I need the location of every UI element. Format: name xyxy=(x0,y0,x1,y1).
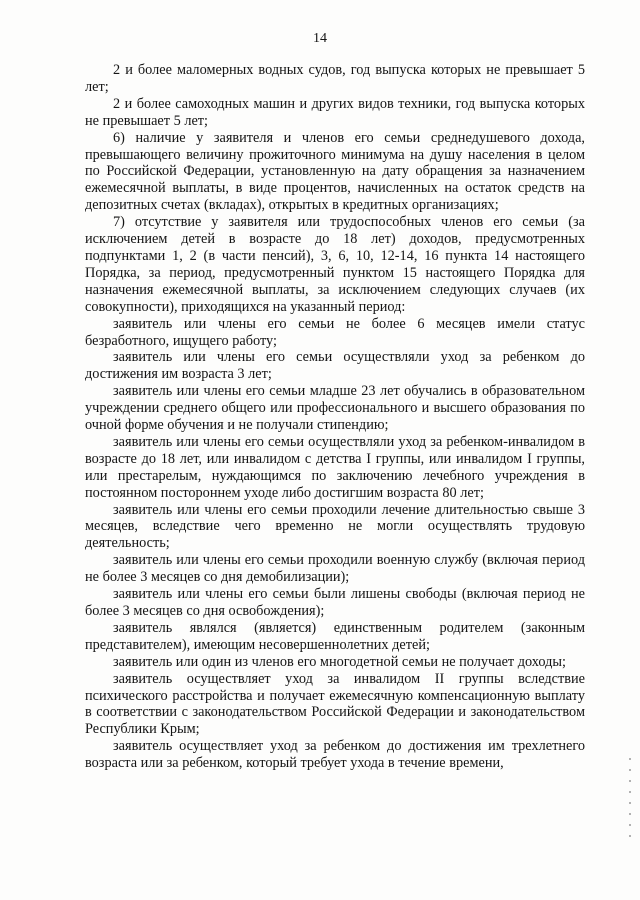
document-body xyxy=(85,62,585,772)
paragraph-4: 7) отсутствие у заявителя или трудоспособных членов его семьи (за исключением детей в возрасте до 18 лет) доходов, предусмотренных подпунктами 1, 2 (в части пенсий), 3, 6, 10, 12-14, 16 пункта 14 настоящего Порядка, за период, предусмотренный пунктом 15 настоящего Порядка для назначения ежемесячной выплаты, за исключением следующих случаев (их совокупности), приходящихся на указанный период: xyxy=(85,214,585,315)
paragraph-9: заявитель или члены его семьи проходили лечение длительностью свыше 3 месяцев, вследствие чего временно не могли осуществлять трудовую деятельность; xyxy=(85,501,585,552)
paragraph-5: заявитель или члены его семьи не более 6 месяцев имели статус безработного, ищущего работу; xyxy=(85,315,585,349)
paragraph-2: 2 и более самоходных машин и других видов техники, год выпуска которых не превышает 5 лет; xyxy=(85,95,585,129)
scan-edge-marks xyxy=(629,758,632,848)
paragraph-8: заявитель или члены его семьи осуществляли уход за ребенком-инвалидом в возрасте до 18 лет, или инвалидом с детства I группы, или инвалидом I группы, или престарелым, нуждающимся по заключению лечебного учреждения в постоянном постороннем уходе либо достигшим возраста 80 лет; xyxy=(85,433,585,501)
paragraph-10: заявитель или члены его семьи проходили военную службу (включая период не более 3 месяцев со дня демобилизации); xyxy=(85,552,585,586)
paragraph-11: заявитель или члены его семьи были лишены свободы (включая период не более 3 месяцев со дня освобождения); xyxy=(85,586,585,619)
paragraph-1: 2 и более маломерных водных судов, год выпуска которых не превышает 5 лет; xyxy=(85,62,585,95)
paragraph-12: заявитель являлся (является) единственным родителем (законным представителем), имеющим несовершеннолетних детей; xyxy=(85,619,585,653)
paragraph-6: заявитель или члены его семьи осуществляли уход за ребенком до достижения им возраста 3 лет; xyxy=(85,349,585,383)
paragraph-7: заявитель или члены его семьи младше 23 лет обучались в образовательном учреждении среднего общего или профессионального и высшего образования по очной форме обучения и не получали стипендию; xyxy=(85,383,585,434)
paragraph-3: 6) наличие у заявителя и членов его семьи среднедушевого дохода, превышающего величину прожиточного минимума на душу населения в целом по Российской Федерации, установленную на дату обращения за назначением ежемесячной выплаты, в виде процентов, начисленных на остаток средств на депозитных счетах (вкладах), открытых в кредитных организациях; xyxy=(85,129,585,214)
page-number: 14 xyxy=(313,31,327,46)
paragraph-15: заявитель осуществляет уход за ребенком до достижения им трехлетнего возраста или за ребенком, который требует ухода в течение времени, xyxy=(85,738,585,772)
paragraph-13: заявитель или один из членов его многодетной семьи не получает доходы; xyxy=(113,653,567,670)
paragraph-14: заявитель осуществляет уход за инвалидом II группы вследствие психического расстройства и получает ежемесячную компенсационную выплату в соответствии с законодательством Российской Федерации и законодательством Республики Крым; xyxy=(85,670,585,738)
